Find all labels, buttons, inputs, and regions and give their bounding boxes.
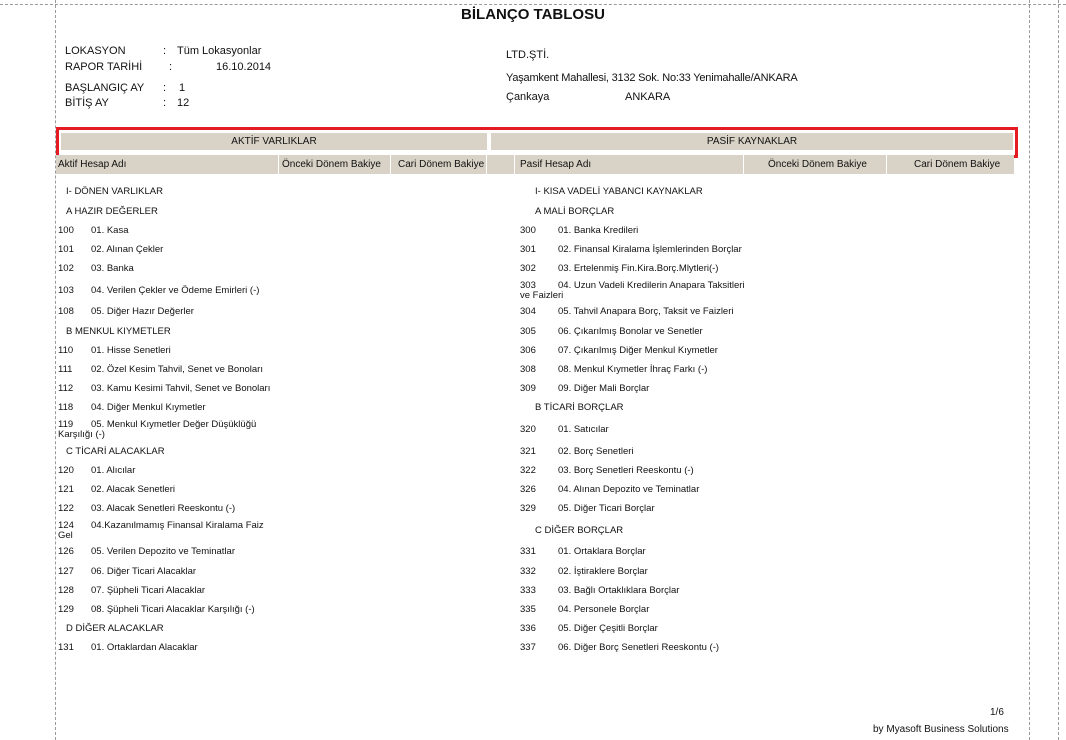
col-pasif-curr: Cari Dönem Bakiye (914, 159, 1001, 170)
left-row-code: 121 (58, 484, 74, 495)
right-row-name: 02. Finansal Kiralama İşlemlerinden Borçlar (558, 244, 742, 255)
left-row-name: 04. Diğer Menkul Kıymetler (91, 402, 206, 413)
left-row-code: 122 (58, 503, 74, 514)
left-row-code: 103 (58, 285, 74, 296)
right-row-name: 03. Borç Senetleri Reeskontu (-) (558, 465, 694, 476)
left-row-code: 110 (58, 345, 74, 356)
left-row-name: 07. Şüpheli Ticari Alacaklar (91, 585, 206, 596)
right-row-name: 01. Ortaklara Borçlar (558, 546, 646, 557)
left-row-name: I- DÖNEN VARLIKLAR (66, 186, 163, 197)
left-row-name: 01. Kasa (91, 225, 129, 236)
col-pasif-name: Pasif Hesap Adı (520, 159, 592, 170)
left-row-name: B MENKUL KIYMETLER (66, 326, 171, 337)
right-row-name: 04. Uzun Vadeli Kredilerin Anapara Taksitleri (558, 280, 745, 291)
left-row-name: 01. Hisse Senetleri (91, 345, 171, 356)
left-row-code: 118 (58, 402, 74, 413)
right-row-name: 07. Çıkarılmış Diğer Menkul Kıymetler (558, 345, 718, 356)
right-row-name: A MALİ BORÇLAR (535, 206, 615, 217)
meta-start-sep: : (163, 82, 167, 94)
right-row-name: 02. İştiraklere Borçlar (558, 566, 648, 577)
right-row-code: 305 (520, 326, 536, 337)
page-guide-left (55, 0, 56, 740)
left-row-code: 124 (58, 520, 74, 531)
section-pasif: PASİF KAYNAKLAR (491, 133, 1013, 150)
left-row-code: 101 (58, 244, 74, 255)
left-row-code: 102 (58, 263, 74, 274)
footer-credit: by Myasoft Business Solutions (873, 724, 1009, 735)
meta-location-value: Tüm Lokasyonlar (177, 45, 262, 57)
right-row-code: 333 (520, 585, 536, 596)
meta-end-sep: : (163, 97, 167, 109)
right-row-name: 01. Satıcılar (558, 424, 609, 435)
left-row-code: 120 (58, 465, 74, 476)
left-row-name: 03. Kamu Kesimi Tahvil, Senet ve Bonoları (91, 383, 271, 394)
left-row-name: 04. Verilen Çekler ve Ödeme Emirleri (-) (91, 285, 260, 296)
right-row-code: 326 (520, 484, 536, 495)
right-row-code: 300 (520, 225, 536, 236)
left-row-name: 04.Kazanılmamış Finansal Kiralama Faiz (91, 520, 264, 531)
meta-end-label: BİTİŞ AY (65, 97, 109, 109)
right-row-code: 304 (520, 306, 536, 317)
meta-location-label: LOKASYON (65, 45, 126, 57)
company-address: Yaşamkent Mahallesi, 3132 Sok. No:33 Yenimahalle/ANKARA (506, 72, 798, 84)
right-row-name: C DİĞER BORÇLAR (535, 525, 624, 536)
left-row-name: 08. Şüpheli Ticari Alacaklar Karşılığı (-) (91, 604, 255, 615)
right-row-name: 03. Ertelenmiş Fin.Kira.Borç.Mlytleri(-) (558, 263, 719, 274)
left-row-name: 01. Alıcılar (91, 465, 136, 476)
right-row-code: 309 (520, 383, 536, 394)
right-row-name: B TİCARİ BORÇLAR (535, 402, 624, 413)
right-row-name: 04. Alınan Depozito ve Teminatlar (558, 484, 700, 495)
right-row-name: 09. Diğer Mali Borçlar (558, 383, 650, 394)
right-row-code: 303 (520, 280, 536, 291)
page-guide-top (0, 4, 1066, 5)
meta-start-value: 1 (179, 82, 186, 94)
meta-date-label: RAPOR TARİHİ (65, 61, 143, 73)
left-row-name: 02. Alınan Çekler (91, 244, 164, 255)
left-row-name: 06. Diğer Ticari Alacaklar (91, 566, 197, 577)
left-row-code: 126 (58, 546, 74, 557)
right-row-name: 08. Menkul Kıymetler İhraç Farkı (-) (558, 364, 708, 375)
right-row-code: 320 (520, 424, 536, 435)
left-row-name: 01. Ortaklardan Alacaklar (91, 642, 198, 653)
section-header-box (56, 127, 1018, 158)
col-pasif-prev: Önceki Dönem Bakiye (768, 159, 867, 170)
left-row-name: 05. Verilen Depozito ve Teminatlar (91, 546, 235, 557)
company-district: Çankaya (506, 91, 550, 103)
right-row-name-cont: ve Faizleri (520, 290, 564, 301)
section-aktif: AKTİF VARLIKLAR (61, 133, 487, 150)
left-row-name: D DİĞER ALACAKLAR (66, 623, 164, 634)
page-guide-right (1029, 0, 1030, 740)
left-row-name: 05. Diğer Hazır Değerler (91, 306, 194, 317)
left-row-code: 129 (58, 604, 74, 615)
right-row-name: 01. Banka Kredileri (558, 225, 639, 236)
meta-date-value: 16.10.2014 (216, 61, 272, 73)
col-aktif-curr: Cari Dönem Bakiye (398, 159, 485, 170)
left-row-name: 03. Alacak Senetleri Reeskontu (-) (91, 503, 236, 514)
right-row-name: 06. Çıkarılmış Bonolar ve Senetler (558, 326, 703, 337)
left-row-code: 111 (58, 364, 73, 375)
right-row-code: 308 (520, 364, 536, 375)
left-row-name: 05. Menkul Kıymetler Değer Düşüklüğü (91, 419, 257, 430)
left-row-name: 03. Banka (91, 263, 134, 274)
company-name: LTD.ŞTİ. (506, 49, 550, 61)
left-row-code: 131 (58, 642, 74, 653)
right-row-code: 301 (520, 244, 536, 255)
left-row-name: 02. Alacak Senetleri (91, 484, 175, 495)
left-row-name-cont: Karşılığı (-) (58, 429, 105, 440)
page-guide-edge (1058, 0, 1059, 740)
left-row-code: 127 (58, 566, 74, 577)
left-row-code: 119 (58, 419, 74, 430)
right-row-name: 03. Bağlı Ortaklıklara Borçlar (558, 585, 680, 596)
col-aktif-name: Aktif Hesap Adı (58, 159, 127, 170)
right-row-code: 331 (520, 546, 536, 557)
right-row-name: I- KISA VADELİ YABANCI KAYNAKLAR (535, 186, 703, 197)
right-row-code: 329 (520, 503, 536, 514)
left-row-code: 128 (58, 585, 74, 596)
right-row-name: 05. Tahvil Anapara Borç, Taksit ve Faizleri (558, 306, 734, 317)
col-aktif-prev: Önceki Dönem Bakiye (282, 159, 381, 170)
right-row-name: 02. Borç Senetleri (558, 446, 634, 457)
left-row-name-cont: Gel (58, 530, 73, 541)
right-row-name: 05. Diğer Ticari Borçlar (558, 503, 655, 514)
left-row-name: A HAZIR DEĞERLER (66, 206, 158, 217)
right-row-code: 336 (520, 623, 536, 634)
right-row-name: 04. Personele Borçlar (558, 604, 650, 615)
right-row-name: 05. Diğer Çeşitli Borçlar (558, 623, 658, 634)
right-row-name: 06. Diğer Borç Senetleri Reeskontu (-) (558, 642, 720, 653)
right-row-code: 335 (520, 604, 536, 615)
right-row-code: 322 (520, 465, 536, 476)
left-row-code: 112 (58, 383, 74, 394)
left-row-code: 100 (58, 225, 74, 236)
right-row-code: 321 (520, 446, 536, 457)
right-row-code: 332 (520, 566, 536, 577)
meta-end-value: 12 (177, 97, 190, 109)
right-row-code: 302 (520, 263, 536, 274)
column-header-row (56, 155, 1014, 174)
meta-start-label: BAŞLANGIÇ AY (65, 82, 145, 94)
company-city: ANKARA (625, 91, 671, 103)
left-row-code: 108 (58, 306, 74, 317)
left-row-name: 02. Özel Kesim Tahvil, Senet ve Bonoları (91, 364, 263, 375)
right-row-code: 337 (520, 642, 536, 653)
right-row-code: 306 (520, 345, 536, 356)
report-title: BİLANÇO TABLOSU (461, 6, 605, 23)
meta-location-sep: : (163, 45, 167, 57)
meta-date-sep: : (169, 61, 173, 73)
page-number: 1/6 (990, 707, 1004, 718)
left-row-name: C TİCARİ ALACAKLAR (66, 446, 165, 457)
